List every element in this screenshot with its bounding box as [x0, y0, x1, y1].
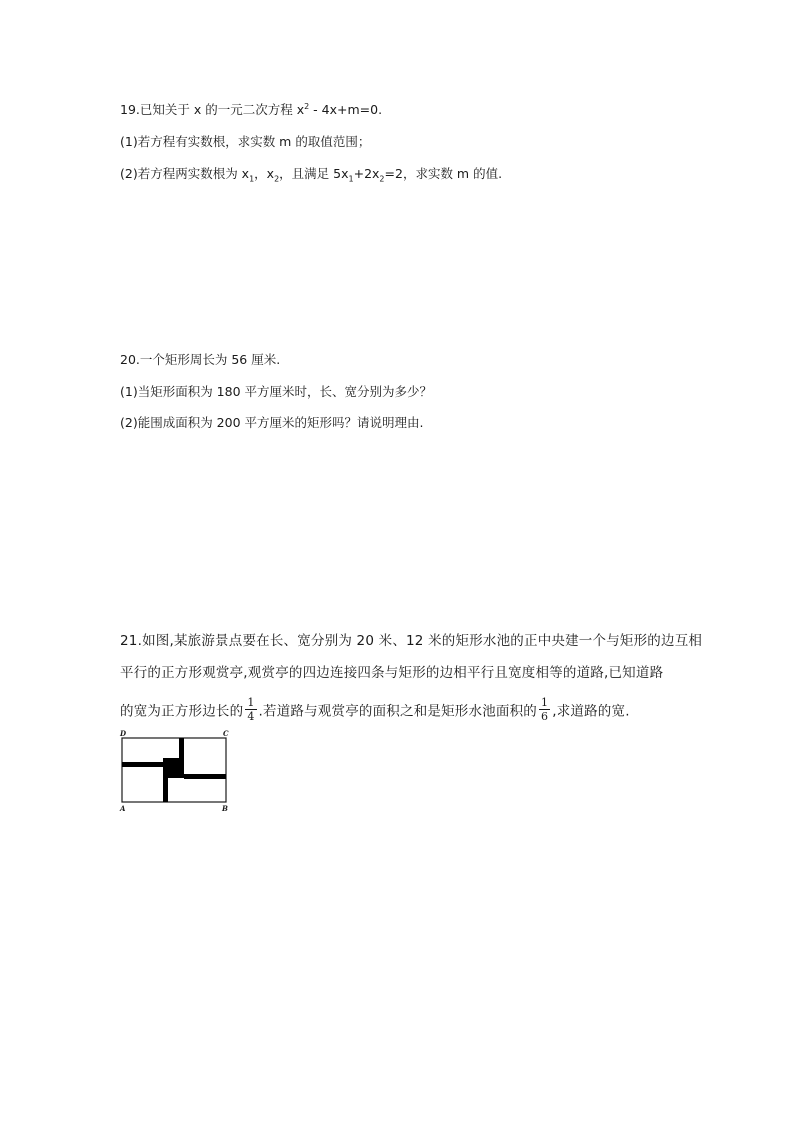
road-top: [179, 738, 184, 758]
fraction-numerator: 1: [247, 696, 255, 709]
q19-part2-text: +2x: [353, 166, 380, 181]
pavilion-square: [163, 758, 184, 778]
fraction-denominator: 4: [247, 710, 255, 723]
q21-line3: [120, 696, 630, 724]
q21-line2: 平行的正方形观赏亭,观赏亭的四边连接四条与矩形的边相平行且宽度相等的道路,已知道路: [120, 665, 664, 681]
label-d: D: [120, 730, 127, 738]
q21-line3-text: ,求道路的宽.: [552, 703, 630, 720]
q20-title: 20.一个矩形周长为 56 厘米.: [120, 352, 281, 367]
q19-part2-text: ，且满足 5x: [279, 166, 349, 181]
road-right: [184, 774, 226, 779]
road-left: [122, 762, 166, 767]
label-a: A: [120, 804, 126, 813]
q19-title: [120, 102, 382, 118]
q21-line1: 21.如图,某旅游景点要在长、宽分别为 20 米、12 米的矩形水池的正中央建一个与矩形的边互相: [120, 633, 703, 649]
q19-title-sup: 2: [304, 101, 310, 111]
fraction-numerator: 1: [541, 696, 549, 709]
q20-part1: (1)当矩形面积为 180 平方厘米时，长、宽分别为多少？: [120, 384, 433, 399]
fraction-one-quarter: [245, 697, 256, 722]
road-bottom: [163, 778, 168, 802]
q19-part2-text: =2，求实数 m 的值.: [384, 166, 503, 181]
q19-sub: 2: [379, 174, 385, 184]
q21-line3-text: .若道路与观赏亭的面积之和是矩形水池面积的: [258, 703, 538, 720]
q20-part2: (2)能围成面积为 200 平方厘米的矩形吗？请说明理由.: [120, 415, 424, 430]
q21-line3-text: 的宽为正方形边长的: [120, 703, 244, 720]
q19-sub: 2: [274, 174, 280, 184]
q19-part2-text: (2)若方程两实数根为 x: [120, 166, 250, 181]
q19-part2-text: ，x: [254, 166, 275, 181]
q19-title-text: 19.已知关于 x 的一元二次方程 x: [120, 102, 305, 117]
label-c: C: [223, 730, 229, 738]
q19-part1: (1)若方程有实数根，求实数 m 的取值范围；: [120, 134, 371, 149]
q19-title-text-end: - 4x+m=0.: [309, 102, 383, 117]
fraction-one-sixth: [539, 697, 550, 722]
label-b: B: [222, 804, 228, 813]
pool-diagram: [116, 730, 236, 816]
q19-sub: 1: [249, 174, 255, 184]
q19-sub: 1: [348, 174, 354, 184]
q19-part2: [120, 166, 502, 182]
fraction-denominator: 6: [541, 710, 549, 723]
